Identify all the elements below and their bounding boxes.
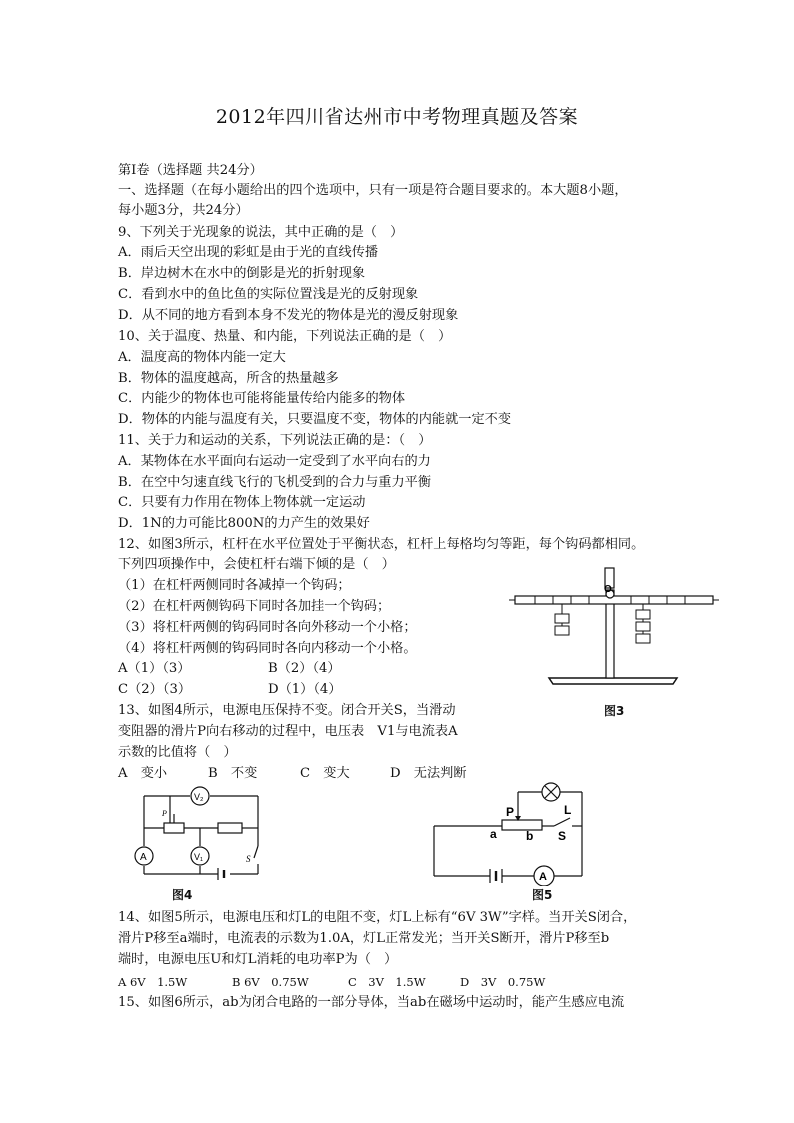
q11-option-a: A．某物体在水平面向右运动一定受到了水平向右的力: [118, 454, 431, 469]
q11-option-d: D．1N的力可能比800N的力产生的效果好: [118, 516, 370, 531]
q9-option-b: B．岸边树木在水中的倒影是光的折射现象: [118, 266, 366, 281]
figure-3-caption: 图3: [604, 704, 625, 718]
svg-text:V₁: V₁: [194, 852, 204, 862]
q14-stem-cont: 滑片P移至a端时，电流表的示数为1.0A，灯L正常发光；当开关S断开，滑片P移至b: [118, 931, 610, 946]
figure-4-circuit: [130, 786, 270, 886]
q15-stem: 15、如图6所示，ab为闭合电路的一部分导体，当ab在磁场中运动时，能产生感应电流: [118, 995, 625, 1010]
q14-choice-d: D 3V 0.75W: [460, 975, 546, 989]
q13-choice-a: A 变小: [118, 766, 168, 781]
q11-stem: 11、关于力和运动的关系，下列说法正确的是：（ ）: [118, 433, 432, 448]
section-instruction-cont: 每小题3分，共24分）: [118, 203, 249, 218]
q10-option-d: D．物体的内能与温度有关，只要温度不变，物体的内能就一定不变: [118, 412, 512, 427]
svg-text:a: a: [490, 827, 497, 841]
q14-choice-b: B 6V 0.75W: [232, 975, 309, 989]
q11-option-b: B．在空中匀速直线飞行的飞机受到的合力与重力平衡: [118, 475, 432, 490]
q9-option-d: D．从不同的地方看到本身不发光的物体是光的漫反射现象: [118, 308, 459, 323]
svg-text:V₂: V₂: [194, 792, 204, 802]
svg-text:L: L: [564, 803, 572, 817]
q14-stem-cont2: 端时，电源电压U和灯L消耗的电功率P为（ ）: [118, 952, 398, 967]
figure-5-circuit: [430, 780, 590, 886]
svg-text:P: P: [506, 805, 515, 819]
left-weight: [555, 614, 569, 623]
svg-text:A: A: [539, 871, 547, 883]
figure-3-lever: [505, 560, 725, 720]
q14-choice-a: A 6V 1.5W: [118, 975, 188, 989]
svg-text:A: A: [140, 852, 147, 863]
figure-4-caption: 图4: [172, 888, 193, 902]
q13-choice-d: D 无法判断: [390, 766, 467, 781]
q12-choice-a: A（1）（3）: [118, 661, 191, 676]
svg-text:b: b: [526, 829, 534, 843]
q14-stem: 14、如图5所示，电源电压和灯L的电阻不变，灯L上标有“6V 3W”字样。当开关S闭合，: [118, 910, 637, 925]
section-heading: 第Ⅰ卷（选择题 共24分）: [118, 163, 263, 178]
q13-stem-cont2: 示数的比值将（ ）: [118, 745, 237, 760]
svg-text:P: P: [162, 809, 167, 818]
section-instruction: 一、选择题（在每小题给出的四个选项中，只有一项是符合题目要求的。本大题8小题，: [118, 183, 628, 198]
q14-choice-c: C 3V 1.5W: [348, 975, 426, 989]
q12-item-1: （1）在杠杆两侧同时各减掉一个钩码；: [118, 578, 351, 593]
q12-choice-d: D（1）（4）: [268, 682, 342, 697]
left-weight: [555, 626, 569, 635]
figure-5-caption: 图5: [532, 888, 553, 902]
q10-option-c: C．内能少的物体也可能将能量传给内能多的物体: [118, 391, 406, 406]
q12-item-4: （4）将杠杆两侧的钩码同时各向内移动一个小格。: [118, 641, 417, 656]
q9-option-c: C．看到水中的鱼比鱼的实际位置浅是光的反射现象: [118, 287, 419, 302]
q10-option-a: A．温度高的物体内能一定大: [118, 350, 286, 365]
svg-text:S: S: [558, 829, 567, 843]
page-title: 2012年四川省达州市中考物理真题及答案: [215, 106, 579, 128]
q13-choice-c: C 变大: [300, 766, 350, 781]
q12-choice-b: B（2）（4）: [268, 661, 341, 676]
right-weight: [636, 610, 650, 619]
q13-stem: 13、如图4所示，电源电压保持不变。闭合开关S，当滑动: [118, 703, 456, 718]
q12-item-2: （2）在杠杆两侧钩码下同时各加挂一个钩码；: [118, 599, 391, 614]
svg-text:S: S: [246, 854, 251, 864]
right-weight: [636, 634, 650, 643]
q10-stem: 10、关于温度、热量、和内能，下列说法正确的是（ ）: [118, 329, 452, 344]
q13-choice-b: B 不变: [208, 766, 258, 781]
q11-option-c: C．只要有力作用在物体上物体就一定运动: [118, 495, 366, 510]
q12-choice-c: C（2）（3）: [118, 682, 192, 697]
q9-option-a: A．雨后天空出现的彩虹是由于光的直线传播: [118, 245, 379, 260]
q10-option-b: B．物体的温度越高，所含的热量越多: [118, 371, 339, 386]
q12-stem-cont: 下列四项操作中，会使杠杆右端下倾的是（ ）: [118, 557, 395, 572]
right-weight: [636, 622, 650, 631]
pivot-label: O: [604, 584, 612, 595]
q12-stem: 12、如图3所示，杠杆在水平位置处于平衡状态，杠杆上每格均匀等距，每个钩码都相同。: [118, 537, 645, 552]
q9-stem: 9、下列关于光现象的说法，其中正确的是（ ）: [118, 225, 404, 240]
q12-item-3: （3）将杠杆两侧的钩码同时各向外移动一个小格；: [118, 620, 417, 635]
q13-stem-cont: 变阻器的滑片P向右移动的过程中，电压表 V1与电流表A: [118, 724, 458, 739]
